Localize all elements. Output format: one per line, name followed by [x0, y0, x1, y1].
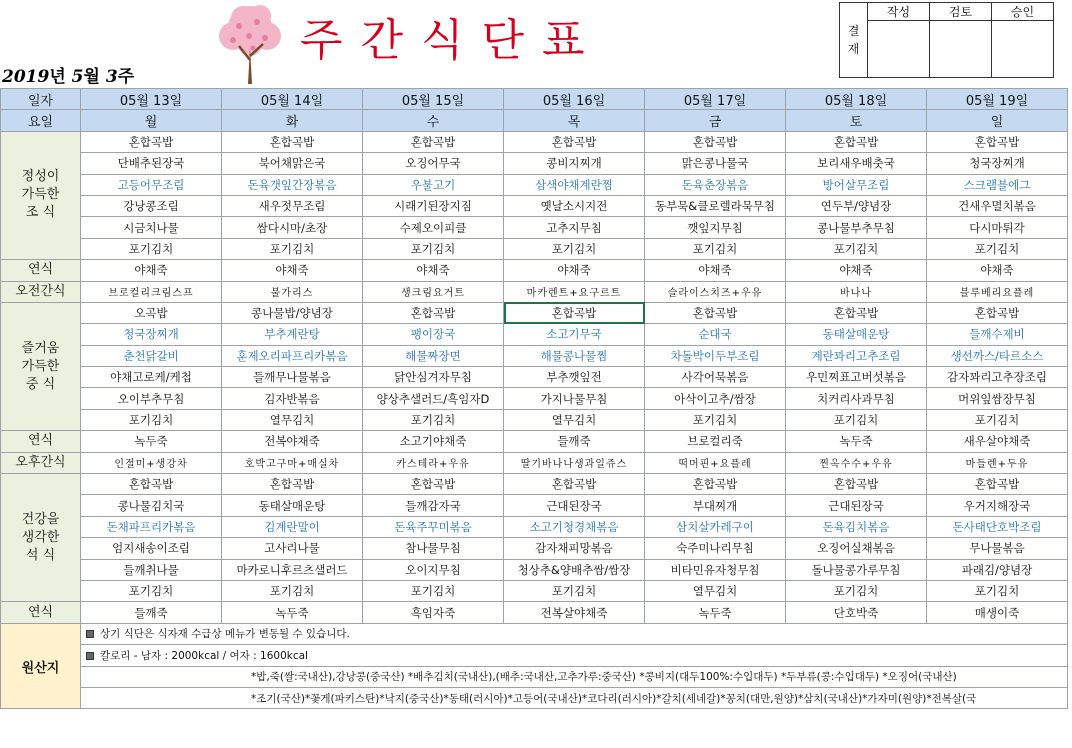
breakfast-row [1, 131, 1068, 152]
breakfast-item[interactable]: 고등어무조림 [81, 174, 222, 195]
am-snack-item[interactable]: 생크림요거트 [363, 281, 504, 302]
lunch-item[interactable]: 오곡밥 [81, 302, 222, 323]
day-cell[interactable]: 수 [363, 110, 504, 131]
pm-snack-item[interactable]: 딸기바나나생과일쥬스 [504, 452, 645, 473]
day-cell[interactable]: 금 [645, 110, 786, 131]
dinner-item[interactable]: 돈사태단호박조림 [927, 516, 1068, 537]
lunch-item[interactable]: 콩나물밥/양념장 [222, 302, 363, 323]
breakfast-item[interactable]: 단배추된장국 [81, 153, 222, 174]
cherry-blossom-tree-image [205, 0, 295, 86]
dinner-label-line: 석 식 [25, 547, 56, 563]
breakfast-item[interactable]: 포기김치 [222, 238, 363, 259]
origin-line-2[interactable]: *조기(국산)*꽃게(파키스탄)*낙지(중국산)*동태(러시아)*고등어(국내산)*코다리(러시아)*갈치(세네갈)*꽁치(대만,원양)*삼치(국내산)*가자미(원양)*전복살(국 [81, 687, 1068, 708]
dinner-item[interactable]: 혼합곡밥 [81, 474, 222, 495]
lunch-item[interactable]: 혼합곡밥 [927, 302, 1068, 323]
lunch-item[interactable]: 혼합곡밥 [504, 302, 645, 323]
dinner-item[interactable]: 혼합곡밥 [363, 474, 504, 495]
dinner-item[interactable]: 숙주미나리무침 [645, 538, 786, 559]
day-cell[interactable]: 토 [786, 110, 927, 131]
day-cell[interactable]: 일 [927, 110, 1068, 131]
lunch-item[interactable]: 포기김치 [786, 409, 927, 430]
origin-line-1[interactable]: *밥,죽(쌀:국내산),강낭콩(중국산) *배추김치(국내산),(배추:국내산,고추가루:중국산) *콩비지(대두100%:수입대두) *두부류(콩:수입대두) *오징어(국내산) [81, 666, 1068, 687]
dinner-item[interactable]: 포기김치 [363, 580, 504, 601]
am-snack-row [1, 281, 1068, 302]
lunch-item[interactable]: 오이부추무침 [81, 388, 222, 409]
dinner-item[interactable]: 콩나물김치국 [81, 495, 222, 516]
breakfast-porridge-row [1, 260, 1068, 281]
approval-label: 결 재 [840, 3, 868, 78]
dinner-row [1, 516, 1068, 537]
dinner-item[interactable]: 근대된장국 [786, 495, 927, 516]
notice-menu-change-text: 상기 식단은 식자재 수급상 메뉴가 변동될 수 있습니다. [100, 628, 350, 641]
dinner-porridge-item[interactable]: 전복살야채죽 [504, 602, 645, 623]
origin-row [1, 666, 1068, 687]
pm-snack-label: 오후간식 [1, 452, 81, 473]
dinner-item[interactable]: 혼합곡밥 [927, 474, 1068, 495]
breakfast-item[interactable]: 혼합곡밥 [222, 131, 363, 152]
week-label: 2019년 5월 3주 [2, 67, 135, 87]
lunch-item[interactable]: 야채고로케/케첩 [81, 367, 222, 388]
pm-snack-item[interactable]: 호박고구마+매실차 [222, 452, 363, 473]
breakfast-item[interactable]: 쌈다시마/초장 [222, 217, 363, 238]
lunch-item[interactable]: 들깨무나물볶음 [222, 367, 363, 388]
dinner-item[interactable]: 혼합곡밥 [786, 474, 927, 495]
lunch-item[interactable]: 포기김치 [927, 409, 1068, 430]
dinner-porridge-item[interactable]: 매생이죽 [927, 602, 1068, 623]
lunch-porridge-item[interactable]: 새우살야채죽 [927, 431, 1068, 452]
breakfast-row [1, 238, 1068, 259]
dinner-item[interactable]: 고사리나물 [222, 538, 363, 559]
breakfast-item[interactable]: 돈육춘장볶음 [645, 174, 786, 195]
lunch-item[interactable]: 부추계란탕 [222, 324, 363, 345]
dinner-porridge-item[interactable]: 들깨죽 [81, 602, 222, 623]
lunch-porridge-item[interactable]: 소고기야채죽 [363, 431, 504, 452]
lunch-item[interactable]: 아삭이고추/쌈장 [645, 388, 786, 409]
pm-snack-item[interactable]: 인절미+생강차 [81, 452, 222, 473]
origin-label: 원산지 [1, 623, 81, 709]
dinner-item[interactable]: 마카로니후르츠샐러드 [222, 559, 363, 580]
dinner-item[interactable]: 포기김치 [786, 580, 927, 601]
date-cell[interactable]: 05월 18일 [786, 89, 927, 110]
breakfast-item[interactable]: 고추지무침 [504, 217, 645, 238]
breakfast-porridge-item[interactable]: 야채죽 [645, 260, 786, 281]
approval-col-approve: 승인 [992, 3, 1054, 21]
breakfast-item[interactable]: 혼합곡밥 [81, 131, 222, 152]
day-label[interactable]: 요일 [1, 110, 81, 131]
dinner-item[interactable]: 돈육김치볶음 [786, 516, 927, 537]
lunch-item[interactable]: 해물짜장면 [363, 345, 504, 366]
approval-sign-write[interactable] [868, 21, 930, 78]
am-snack-item[interactable]: 슬라이스치즈+우유 [645, 281, 786, 302]
dinner-item[interactable]: 비타민유자청무침 [645, 559, 786, 580]
pm-snack-row [1, 452, 1068, 473]
dinner-row [1, 474, 1068, 495]
breakfast-item[interactable]: 수제오이피클 [363, 217, 504, 238]
dinner-porridge-item[interactable]: 녹두죽 [222, 602, 363, 623]
dinner-porridge-item[interactable]: 녹두죽 [645, 602, 786, 623]
origin-row [1, 623, 1068, 644]
breakfast-porridge-item[interactable]: 야채죽 [222, 260, 363, 281]
breakfast-item[interactable]: 북어채맑은국 [222, 153, 363, 174]
lunch-item[interactable]: 들깨수제비 [927, 324, 1068, 345]
breakfast-item[interactable]: 혼합곡밥 [504, 131, 645, 152]
breakfast-item[interactable]: 방어살무조림 [786, 174, 927, 195]
lunch-item[interactable]: 김자반볶음 [222, 388, 363, 409]
pm-snack-item[interactable]: 카스테라+우유 [363, 452, 504, 473]
notice-menu-change[interactable] [81, 623, 1068, 644]
breakfast-item[interactable]: 포기김치 [363, 238, 504, 259]
header [0, 0, 1072, 88]
approval-box [839, 2, 1054, 78]
lunch-item[interactable]: 혼합곡밥 [786, 302, 927, 323]
dinner-item[interactable]: 혼합곡밥 [504, 474, 645, 495]
breakfast-item[interactable]: 콩나물부추무침 [786, 217, 927, 238]
lunch-item[interactable]: 생선까스/타르소스 [927, 345, 1068, 366]
breakfast-item[interactable]: 포기김치 [504, 238, 645, 259]
dinner-label [1, 474, 81, 602]
notice-calories[interactable] [81, 645, 1068, 666]
breakfast-porridge-item[interactable]: 야채죽 [81, 260, 222, 281]
dinner-item[interactable]: 돈육주꾸미볶음 [363, 516, 504, 537]
day-cell[interactable]: 월 [81, 110, 222, 131]
dinner-item[interactable]: 동태살매운탕 [222, 495, 363, 516]
breakfast-item[interactable]: 스크램블에그 [927, 174, 1068, 195]
lunch-item[interactable]: 혼합곡밥 [645, 302, 786, 323]
date-cell[interactable]: 05월 14일 [222, 89, 363, 110]
dinner-item[interactable]: 포기김치 [927, 580, 1068, 601]
dinner-item[interactable]: 소고기청경채볶음 [504, 516, 645, 537]
date-label[interactable]: 일자 [1, 89, 81, 110]
dinner-label-line: 생각한 [21, 529, 60, 545]
lunch-item[interactable]: 포기김치 [645, 409, 786, 430]
lunch-item[interactable]: 팽이장국 [363, 324, 504, 345]
dinner-item[interactable]: 청상추&양배추쌈/쌈장 [504, 559, 645, 580]
lunch-item[interactable]: 계란꽈리고추조림 [786, 345, 927, 366]
dinner-row [1, 495, 1068, 516]
breakfast-row [1, 153, 1068, 174]
am-snack-label: 오전간식 [1, 281, 81, 302]
lunch-item[interactable]: 양상추샐러드/흑임자D [363, 388, 504, 409]
lunch-porridge-item[interactable]: 들깨죽 [504, 431, 645, 452]
pm-snack-item[interactable]: 찐옥수수+우유 [786, 452, 927, 473]
square-bullet-icon [86, 630, 94, 638]
approval-col-review: 검토 [930, 3, 992, 21]
date-row [1, 89, 1068, 110]
lunch-item[interactable]: 머위잎쌈장무침 [927, 388, 1068, 409]
breakfast-item[interactable]: 깻잎지무침 [645, 217, 786, 238]
lunch-porridge-item[interactable]: 전복야채죽 [222, 431, 363, 452]
breakfast-item[interactable]: 혼합곡밥 [786, 131, 927, 152]
lunch-row [1, 409, 1068, 430]
notice-calories-text: 칼로리 - 남자 : 2000kcal / 여자 : 1600kcal [100, 649, 308, 662]
lunch-item[interactable]: 사각어묵볶음 [645, 367, 786, 388]
date-cell[interactable]: 05월 17일 [645, 89, 786, 110]
lunch-item[interactable]: 열무김치 [222, 409, 363, 430]
lunch-porridge-item[interactable]: 녹두죽 [81, 431, 222, 452]
date-cell[interactable]: 05월 19일 [927, 89, 1068, 110]
breakfast-row [1, 174, 1068, 195]
dinner-item[interactable]: 부대찌개 [645, 495, 786, 516]
lunch-item[interactable]: 훈제오리파프리카볶음 [222, 345, 363, 366]
lunch-item[interactable]: 포기김치 [81, 409, 222, 430]
dinner-item[interactable]: 감자채피망볶음 [504, 538, 645, 559]
dinner-item[interactable]: 포기김치 [504, 580, 645, 601]
dinner-porridge-row [1, 602, 1068, 623]
breakfast-row [1, 217, 1068, 238]
date-cell[interactable]: 05월 13일 [81, 89, 222, 110]
lunch-item[interactable]: 해물콩나물찜 [504, 345, 645, 366]
lunch-row [1, 324, 1068, 345]
dinner-item[interactable]: 엄지새송이조림 [81, 538, 222, 559]
lunch-item[interactable]: 부추깻잎전 [504, 367, 645, 388]
lunch-row [1, 345, 1068, 366]
page-title: 주간식단표 [300, 15, 603, 66]
breakfast-item[interactable]: 시래기된장지짐 [363, 195, 504, 216]
breakfast-porridge-item[interactable]: 야채죽 [504, 260, 645, 281]
origin-row [1, 687, 1068, 708]
lunch-item[interactable]: 동태살매운탕 [786, 324, 927, 345]
breakfast-item[interactable]: 옛날소시지전 [504, 195, 645, 216]
breakfast-item[interactable]: 돈육갯잎간장볶음 [222, 174, 363, 195]
breakfast-item[interactable]: 포기김치 [786, 238, 927, 259]
lunch-porridge-item[interactable]: 브로컬리죽 [645, 431, 786, 452]
lunch-label-line: 즐거움 [21, 340, 60, 356]
approval-sign-approve[interactable] [992, 21, 1054, 78]
date-cell[interactable]: 05월 15일 [363, 89, 504, 110]
dinner-item[interactable]: 열무김치 [645, 580, 786, 601]
breakfast-item[interactable]: 다시마튀각 [927, 217, 1068, 238]
breakfast-item[interactable]: 혼합곡밥 [927, 131, 1068, 152]
lunch-item[interactable]: 혼합곡밥 [363, 302, 504, 323]
breakfast-porridge-item[interactable]: 야채죽 [363, 260, 504, 281]
square-bullet-icon [86, 652, 94, 660]
dinner-row [1, 538, 1068, 559]
dinner-row [1, 559, 1068, 580]
breakfast-item[interactable]: 새우젓무조림 [222, 195, 363, 216]
lunch-item[interactable]: 청국장찌개 [81, 324, 222, 345]
breakfast-item[interactable]: 포기김치 [81, 238, 222, 259]
dinner-item[interactable]: 돈채파프리카볶음 [81, 516, 222, 537]
lunch-porridge-item[interactable]: 녹두죽 [786, 431, 927, 452]
lunch-row [1, 388, 1068, 409]
breakfast-item[interactable]: 동부묵&클로렐라묵무침 [645, 195, 786, 216]
origin-row [1, 645, 1068, 666]
weekly-menu-table [0, 88, 1068, 709]
breakfast-item[interactable]: 삼색야채계란찜 [504, 174, 645, 195]
breakfast-porridge-item[interactable]: 야채죽 [927, 260, 1068, 281]
dinner-item[interactable]: 혼합곡밥 [222, 474, 363, 495]
lunch-porridge-row [1, 431, 1068, 452]
breakfast-item[interactable]: 시금치나물 [81, 217, 222, 238]
dinner-item[interactable]: 삼치살카레구이 [645, 516, 786, 537]
lunch-item[interactable]: 소고기무국 [504, 324, 645, 345]
dinner-label-line: 건강을 [21, 511, 60, 527]
breakfast-row [1, 195, 1068, 216]
dinner-item[interactable]: 우거지해장국 [927, 495, 1068, 516]
breakfast-item[interactable]: 우불고기 [363, 174, 504, 195]
pm-snack-item[interactable]: 마들렌+두유 [927, 452, 1068, 473]
lunch-porridge-label: 연식 [1, 431, 81, 452]
dinner-item[interactable]: 김계란말이 [222, 516, 363, 537]
day-row [1, 110, 1068, 131]
am-snack-item[interactable]: 브로컬리크림스프 [81, 281, 222, 302]
lunch-row [1, 367, 1068, 388]
dinner-item[interactable]: 포기김치 [81, 580, 222, 601]
lunch-item[interactable]: 감자꽈리고추장조림 [927, 367, 1068, 388]
approval-sign-review[interactable] [930, 21, 992, 78]
breakfast-item[interactable]: 혼합곡밥 [645, 131, 786, 152]
dinner-item[interactable]: 포기김치 [222, 580, 363, 601]
breakfast-item[interactable]: 콩비지찌개 [504, 153, 645, 174]
lunch-item[interactable]: 차돌박이두부조림 [645, 345, 786, 366]
dinner-item[interactable]: 들깨취나물 [81, 559, 222, 580]
breakfast-item[interactable]: 연두부/양념장 [786, 195, 927, 216]
lunch-item[interactable]: 치커리사과무침 [786, 388, 927, 409]
lunch-item[interactable]: 춘천닭갈비 [81, 345, 222, 366]
dinner-item[interactable]: 들깨감자국 [363, 495, 504, 516]
date-cell[interactable]: 05월 16일 [504, 89, 645, 110]
lunch-item[interactable]: 닭안심겨자무침 [363, 367, 504, 388]
breakfast-item[interactable]: 포기김치 [927, 238, 1068, 259]
breakfast-porridge-label: 연식 [1, 260, 81, 281]
breakfast-label-line: 조 식 [25, 205, 56, 221]
am-snack-item[interactable]: 마카렌트+요구르트 [504, 281, 645, 302]
am-snack-item[interactable]: 블루베리요플레 [927, 281, 1068, 302]
breakfast-label-line: 가득한 [21, 187, 60, 203]
breakfast-label-line: 정성이 [21, 169, 60, 185]
lunch-label-line: 가득한 [21, 358, 60, 374]
dinner-porridge-item[interactable]: 흑임자죽 [363, 602, 504, 623]
dinner-item[interactable]: 파래김/양념장 [927, 559, 1068, 580]
dinner-item[interactable]: 근대된장국 [504, 495, 645, 516]
lunch-item[interactable]: 가지나물무침 [504, 388, 645, 409]
pm-snack-item[interactable]: 떡머핀+요플레 [645, 452, 786, 473]
lunch-label [1, 302, 81, 430]
lunch-item[interactable]: 순대국 [645, 324, 786, 345]
dinner-item[interactable]: 참나물무침 [363, 538, 504, 559]
breakfast-item[interactable]: 건새우멸치볶음 [927, 195, 1068, 216]
dinner-item[interactable]: 오징어실채볶음 [786, 538, 927, 559]
breakfast-item[interactable]: 포기김치 [645, 238, 786, 259]
breakfast-item[interactable]: 오징어무국 [363, 153, 504, 174]
dinner-item[interactable]: 오이지무침 [363, 559, 504, 580]
dinner-porridge-label: 연식 [1, 602, 81, 623]
dinner-item[interactable]: 혼합곡밥 [645, 474, 786, 495]
breakfast-item[interactable]: 보리새우배춧국 [786, 153, 927, 174]
day-cell[interactable]: 화 [222, 110, 363, 131]
dinner-row [1, 580, 1068, 601]
breakfast-label [1, 131, 81, 259]
breakfast-item[interactable]: 맑은콩나물국 [645, 153, 786, 174]
lunch-item[interactable]: 우민찌표고버섯볶음 [786, 367, 927, 388]
breakfast-item[interactable]: 강낭콩조림 [81, 195, 222, 216]
lunch-item[interactable]: 포기김치 [363, 409, 504, 430]
dinner-item[interactable]: 무나물볶음 [927, 538, 1068, 559]
lunch-item[interactable]: 열무김치 [504, 409, 645, 430]
am-snack-item[interactable]: 바나나 [786, 281, 927, 302]
breakfast-item[interactable]: 청국장찌개 [927, 153, 1068, 174]
breakfast-item[interactable]: 혼합곡밥 [363, 131, 504, 152]
dinner-porridge-item[interactable]: 단호박죽 [786, 602, 927, 623]
day-cell[interactable]: 목 [504, 110, 645, 131]
breakfast-porridge-item[interactable]: 야채죽 [786, 260, 927, 281]
approval-col-write: 작성 [868, 3, 930, 21]
am-snack-item[interactable]: 불가리스 [222, 281, 363, 302]
lunch-row [1, 302, 1068, 323]
dinner-item[interactable]: 돌나물콩가루무침 [786, 559, 927, 580]
lunch-label-line: 중 식 [25, 376, 56, 392]
